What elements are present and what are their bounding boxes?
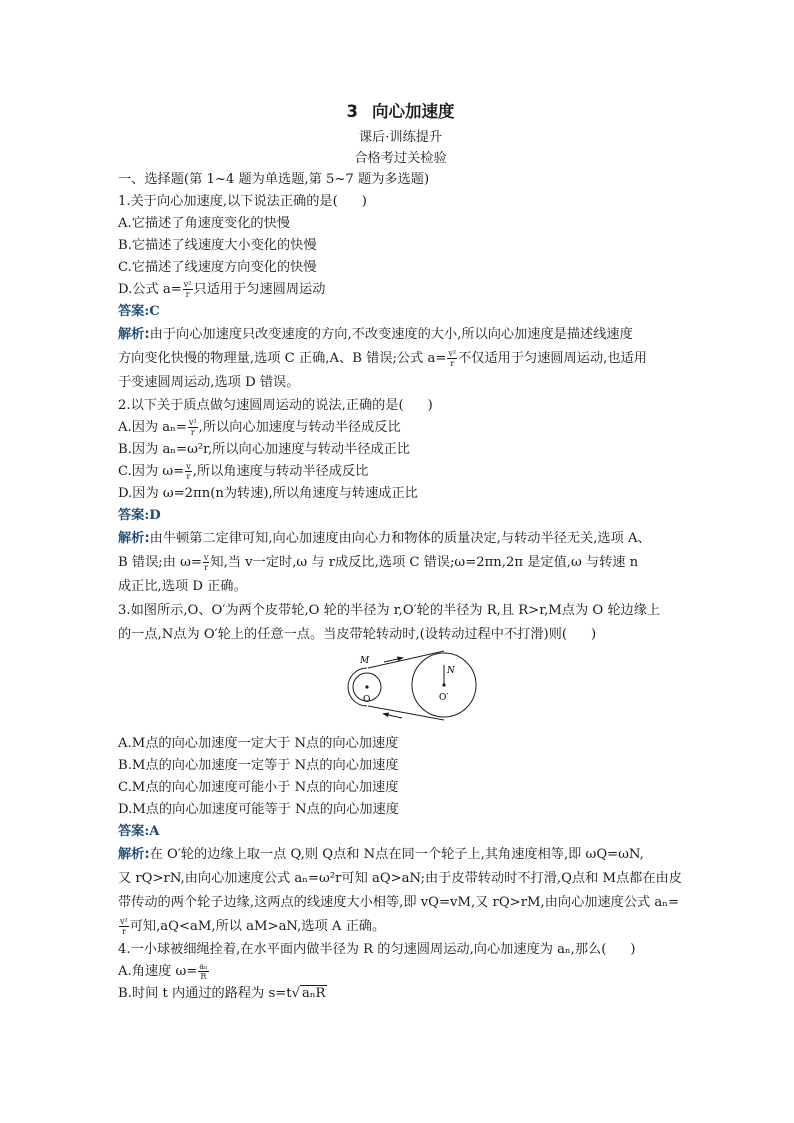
subtitle-1: 课后·训练提升 [358, 130, 443, 145]
fraction-v2-r: $\frac{\text{v²}}{r}$ [120, 917, 128, 936]
belt-bottom [368, 706, 444, 720]
title-text: 向心加速度 [371, 102, 455, 121]
q1-answer: 答案:C [118, 304, 160, 319]
q4-option-a: A.角速度 ω= $\frac{\text{aₙ}}{R}$ [118, 962, 208, 981]
q3-option-d: D.M点的向心加速度可能等于 N点的向心加速度 [118, 802, 399, 817]
q2-stem: 2.以下关于质点做匀速圆周运动的说法,正确的是( ) [118, 398, 433, 413]
subtitle-2: 合格考过关检验 [354, 151, 447, 166]
q1-option-c: C.它描述了线速度方向变化的快慢 [118, 260, 317, 275]
section-heading: 一、选择题(第 1~4 题为单选题,第 5~7 题为多选题) [118, 172, 430, 187]
center-o [365, 685, 368, 688]
fraction-v2-r: $\frac{\text{v²}}{r}$ [183, 280, 192, 299]
sqrt-an-r: aₙR [301, 986, 326, 1001]
page-title [118, 98, 683, 122]
q1-stem: 1.关于向心加速度,以下说法正确的是( ) [118, 194, 367, 209]
label-n: N [447, 666, 455, 676]
fraction-v-r: $\frac{v}{r}$ [186, 462, 191, 481]
q2-option-b: B.因为 aₙ=ω²r,所以向心加速度与转动半径成正比 [118, 442, 410, 457]
q3-analysis: 解析:在 O′轮的边缘上取一点 Q,则 Q点和 N点在同一个轮子上,其角速度相等,即 ωQ=ωN, 又 rQ>rN,由向心加速度公式 aₙ=ω²r可知 aQ>aN;由于皮带转动时不打滑,Q点和 M点都在由皮 带传动的两个轮子边缘,这两点的线速度大小相等,即 vQ=vM,又 rQ>rM,由向心加速度公式 aₙ= $\frac{\text{v²}}{r}$ 可知,aQ<aM,所以 aM>aN,选项 A 正确。 [118, 847, 682, 936]
q3-stem: 3.如图所示,O、O′为两个皮带轮,O 轮的半径为 r,O′轮的半径为 R,且 R>r,M点为 O 轮边缘上 的一点,N点为 O′轮上的任意一点。当皮带轮转动时,(设转动过程中不打滑)则( ) [118, 603, 661, 642]
belt-top [368, 651, 444, 668]
q1-option-a: A.它描述了角速度变化的快慢 [118, 216, 290, 231]
belt-pulley-diagram [340, 649, 480, 729]
arrow-head-bottom [382, 713, 389, 718]
label-o: O [363, 695, 371, 705]
q4-option-b: B.时间 t 内通过的路程为 s=t√ aₙR [118, 986, 326, 1001]
q1-option-b: B.它描述了线速度大小变化的快慢 [118, 238, 317, 253]
label-m: M [360, 656, 370, 666]
label-o-prime: O′ [439, 693, 449, 703]
fraction-v2-r: $\frac{\text{v²}}{r}$ [448, 349, 457, 368]
q2-answer: 答案:D [118, 508, 161, 523]
fraction-an-r: $\frac{\text{aₙ}}{R}$ [199, 962, 208, 981]
fraction-v-r: $\frac{v}{r}$ [203, 553, 209, 572]
q4-stem: 4.一小球被细绳拴着,在水平面内做半径为 R 的匀速圆周运动,向心加速度为 aₙ,那么( ) [118, 942, 636, 957]
belt-pulley-figure [340, 649, 480, 729]
q3-answer: 答案:A [118, 824, 160, 839]
q3-option-a: A.M点的向心加速度一定大于 N点的向心加速度 [118, 736, 399, 751]
title-number: 3 [346, 102, 358, 121]
q1-option-d: D.公式 a= $\frac{\text{v²}}{r}$ 只适用于匀速圆周运动 [118, 280, 326, 299]
q2-analysis: 解析:由牛顿第二定律可知,向心加速度由向心力和物体的质量决定,与转动半径无关,选项 A、 B 错误;由 ω= $\frac{v}{r}$ 知,当 v一定时,ω 与 r成反比,选项 C 错误;ω=2πn,2π 是定值,ω 与转速 n 成正比,选项 D 正确。 [118, 531, 651, 594]
q3-option-c: C.M点的向心加速度可能小于 N点的向心加速度 [118, 780, 399, 795]
fraction-v2-r: $\frac{\text{v²}}{r}$ [188, 418, 197, 437]
q1-analysis: 解析:由于向心加速度只改变速度的方向,不改变速度的大小,所以向心加速度是描述线速度 方向变化快慢的物理量,选项 C 正确,A、B 错误;公式 a= $\frac{\text{v²}}{r}$ 不仅适用于匀速圆周运动,也适用 于变速圆周运动,选项 D 错误。 [118, 327, 647, 390]
q2-option-a: A.因为 aₙ= $\frac{\text{v²}}{r}$ ,所以向心加速度与转动半径成反比 [118, 418, 401, 437]
q3-option-b: B.M点的向心加速度一定等于 N点的向心加速度 [118, 758, 399, 773]
q2-option-d: D.因为 ω=2πn(n为转速),所以角速度与转速成正比 [118, 486, 418, 501]
worksheet [118, 98, 683, 1005]
q2-option-c: C.因为 ω= $\frac{v}{r}$ ,所以角速度与转动半径成反比 [118, 462, 369, 481]
